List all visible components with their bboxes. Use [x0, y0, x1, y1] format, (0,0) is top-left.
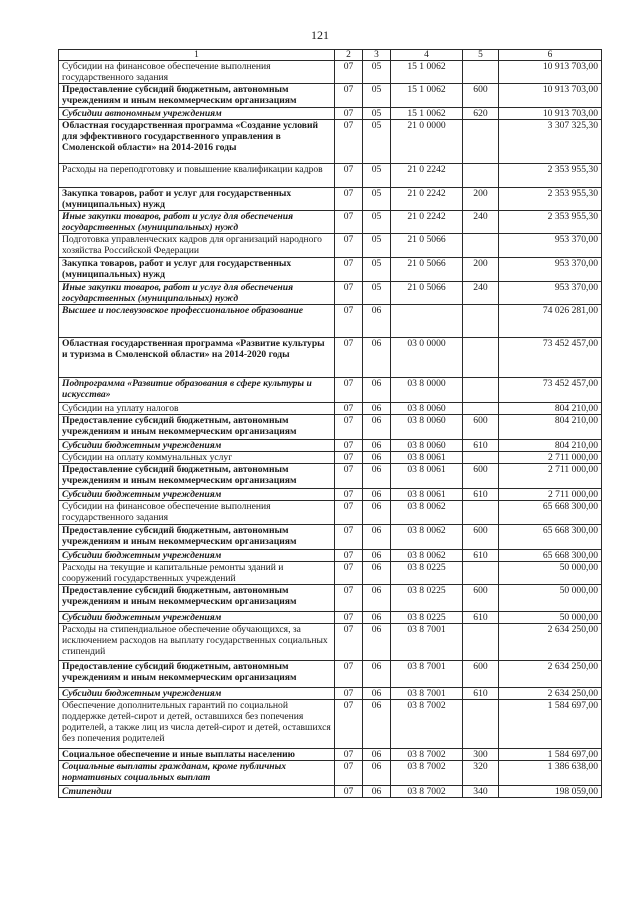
- cell-target-code: 15 1 0062: [391, 108, 463, 120]
- cell-name: Предоставление субсидий бюджетным, автономным учреждениям и иным некоммерческим организациям: [59, 585, 335, 612]
- cell-expense-type: 600: [463, 415, 499, 440]
- cell-target-code: 03 8 7001: [391, 661, 463, 688]
- cell-amount: 1 386 638,00: [499, 761, 602, 786]
- table-body: [59, 50, 602, 798]
- cell-amount: 50 000,00: [499, 585, 602, 612]
- cell-expense-type: 200: [463, 258, 499, 282]
- cell-target-code: 03 0 0000: [391, 338, 463, 378]
- table-row: [59, 786, 602, 798]
- cell-expense-type: 320: [463, 761, 499, 786]
- cell-subsection: 05: [363, 164, 391, 188]
- cell-target-code: 03 8 0062: [391, 525, 463, 550]
- cell-amount: 2 634 250,00: [499, 661, 602, 688]
- cell-target-code: 21 0 5066: [391, 234, 463, 258]
- cell-expense-type: 610: [463, 612, 499, 624]
- cell-name: Расходы на стипендиальное обеспечение обучающихся, за исключением расходов на выплату государственных социальных стипендий: [59, 624, 335, 661]
- cell-section: 07: [335, 188, 363, 211]
- cell-name: Расходы на переподготовку и повышение квалификации кадров: [59, 164, 335, 188]
- table-row: [59, 415, 602, 440]
- cell-subsection: 06: [363, 749, 391, 761]
- cell-section: 07: [335, 525, 363, 550]
- table-row: [59, 282, 602, 305]
- cell-subsection: 06: [363, 700, 391, 749]
- cell-subsection: 05: [363, 61, 391, 84]
- cell-amount: 65 668 300,00: [499, 501, 602, 525]
- cell-subsection: 06: [363, 661, 391, 688]
- table-row: [59, 452, 602, 464]
- cell-expense-type: 600: [463, 661, 499, 688]
- table-row: [59, 749, 602, 761]
- cell-subsection: 05: [363, 84, 391, 108]
- table-row: [59, 688, 602, 700]
- cell-section: 07: [335, 211, 363, 234]
- cell-expense-type: [463, 403, 499, 415]
- cell-expense-type: 610: [463, 440, 499, 452]
- cell-amount: 10 913 703,00: [499, 84, 602, 108]
- cell-amount: 2 634 250,00: [499, 624, 602, 661]
- table-row: [59, 164, 602, 188]
- cell-target-code: 21 0 0000: [391, 120, 463, 164]
- cell-expense-type: 610: [463, 489, 499, 501]
- table-row: [59, 550, 602, 562]
- cell-subsection: 05: [363, 258, 391, 282]
- table-row: [59, 120, 602, 164]
- page-number: 121: [311, 28, 329, 42]
- cell-target-code: 21 0 2242: [391, 188, 463, 211]
- cell-name: Закупка товаров, работ и услуг для государственных (муниципальных) нужд: [59, 258, 335, 282]
- cell-section: 07: [335, 120, 363, 164]
- cell-amount: 74 026 281,00: [499, 305, 602, 338]
- cell-subsection: 06: [363, 378, 391, 403]
- table-row: [59, 562, 602, 585]
- cell-target-code: 03 8 0061: [391, 489, 463, 501]
- cell-subsection: 06: [363, 415, 391, 440]
- cell-amount: 73 452 457,00: [499, 378, 602, 403]
- table-row: [59, 700, 602, 749]
- cell-subsection: 06: [363, 585, 391, 612]
- cell-target-code: 03 8 7001: [391, 624, 463, 661]
- cell-amount: 2 353 955,30: [499, 164, 602, 188]
- cell-amount: 2 353 955,30: [499, 188, 602, 211]
- header-row: [59, 50, 602, 61]
- cell-expense-type: 600: [463, 464, 499, 489]
- cell-target-code: 15 1 0062: [391, 84, 463, 108]
- cell-name: Предоставление субсидий бюджетным, автономным учреждениям и иным некоммерческим организациям: [59, 415, 335, 440]
- cell-section: 07: [335, 624, 363, 661]
- cell-section: 07: [335, 305, 363, 338]
- cell-subsection: 06: [363, 761, 391, 786]
- header-col-2: 2: [335, 50, 363, 61]
- cell-expense-type: [463, 378, 499, 403]
- cell-section: 07: [335, 84, 363, 108]
- cell-name: Областная государственная программа «Развитие культуры и туризма в Смоленской области» на 2014-2020 годы: [59, 338, 335, 378]
- cell-subsection: 06: [363, 525, 391, 550]
- budget-table: [58, 49, 602, 798]
- cell-target-code: 15 1 0062: [391, 61, 463, 84]
- cell-section: 07: [335, 501, 363, 525]
- cell-section: 07: [335, 489, 363, 501]
- cell-amount: 2 711 000,00: [499, 452, 602, 464]
- cell-target-code: 03 8 0000: [391, 378, 463, 403]
- cell-amount: 65 668 300,00: [499, 550, 602, 562]
- table-row: [59, 234, 602, 258]
- cell-name: Субсидии на уплату налогов: [59, 403, 335, 415]
- cell-amount: 198 059,00: [499, 786, 602, 798]
- cell-target-code: 03 8 0062: [391, 501, 463, 525]
- cell-name: Субсидии бюджетным учреждениям: [59, 688, 335, 700]
- cell-amount: 10 913 703,00: [499, 108, 602, 120]
- cell-target-code: 03 8 7002: [391, 761, 463, 786]
- cell-target-code: 03 8 7002: [391, 749, 463, 761]
- cell-name: Субсидии бюджетным учреждениям: [59, 440, 335, 452]
- cell-target-code: 03 8 0225: [391, 562, 463, 585]
- table-row: [59, 305, 602, 338]
- cell-target-code: 03 8 0060: [391, 403, 463, 415]
- cell-target-code: 21 0 2242: [391, 211, 463, 234]
- cell-section: 07: [335, 688, 363, 700]
- cell-expense-type: [463, 164, 499, 188]
- cell-expense-type: [463, 452, 499, 464]
- cell-amount: 50 000,00: [499, 612, 602, 624]
- cell-section: 07: [335, 440, 363, 452]
- cell-amount: 1 584 697,00: [499, 700, 602, 749]
- cell-expense-type: 600: [463, 585, 499, 612]
- cell-amount: 2 353 955,30: [499, 211, 602, 234]
- table-row: [59, 612, 602, 624]
- cell-target-code: 03 8 7001: [391, 688, 463, 700]
- cell-subsection: 06: [363, 403, 391, 415]
- cell-name: Подпрограмма «Развитие образования в сфере культуры и искусства»: [59, 378, 335, 403]
- cell-target-code: 03 8 0225: [391, 612, 463, 624]
- cell-expense-type: 600: [463, 525, 499, 550]
- cell-name: Иные закупки товаров, работ и услуг для обеспечения государственных (муниципальных) нужд: [59, 211, 335, 234]
- cell-target-code: 03 8 7002: [391, 786, 463, 798]
- cell-amount: 953 370,00: [499, 234, 602, 258]
- cell-expense-type: 200: [463, 188, 499, 211]
- cell-name: Субсидии на финансовое обеспечение выполнения государственного задания: [59, 61, 335, 84]
- cell-subsection: 06: [363, 440, 391, 452]
- cell-section: 07: [335, 550, 363, 562]
- cell-amount: 953 370,00: [499, 258, 602, 282]
- cell-expense-type: [463, 624, 499, 661]
- cell-section: 07: [335, 234, 363, 258]
- table-row: [59, 489, 602, 501]
- cell-subsection: 06: [363, 562, 391, 585]
- cell-amount: 3 307 325,30: [499, 120, 602, 164]
- cell-subsection: 06: [363, 550, 391, 562]
- table-row: [59, 761, 602, 786]
- table-row: [59, 188, 602, 211]
- cell-target-code: 03 8 0060: [391, 440, 463, 452]
- cell-name: Обеспечение дополнительных гарантий по социальной поддержке детей-сирот и детей, оставшихся без попечения родителей, а также лиц из числа детей-сирот и детей, оставшихся без попечения родителей: [59, 700, 335, 749]
- cell-subsection: 05: [363, 211, 391, 234]
- cell-name: Закупка товаров, работ и услуг для государственных (муниципальных) нужд: [59, 188, 335, 211]
- table-row: [59, 338, 602, 378]
- table-row: [59, 501, 602, 525]
- cell-amount: 2 634 250,00: [499, 688, 602, 700]
- table-row: [59, 403, 602, 415]
- cell-target-code: 03 8 0062: [391, 550, 463, 562]
- header-col-1: 1: [59, 50, 335, 61]
- cell-expense-type: [463, 700, 499, 749]
- cell-target-code: [391, 305, 463, 338]
- cell-subsection: 05: [363, 234, 391, 258]
- cell-name: Предоставление субсидий бюджетным, автономным учреждениям и иным некоммерческим организациям: [59, 661, 335, 688]
- cell-expense-type: [463, 234, 499, 258]
- cell-expense-type: [463, 338, 499, 378]
- cell-name: Расходы на текущие и капитальные ремонты зданий и сооружений государственных учреждений: [59, 562, 335, 585]
- header-col-4: 4: [391, 50, 463, 61]
- cell-expense-type: 610: [463, 688, 499, 700]
- table-row: [59, 61, 602, 84]
- cell-subsection: 05: [363, 188, 391, 211]
- cell-name: Стипендии: [59, 786, 335, 798]
- cell-expense-type: 240: [463, 211, 499, 234]
- cell-expense-type: 620: [463, 108, 499, 120]
- cell-section: 07: [335, 562, 363, 585]
- header-col-3: 3: [363, 50, 391, 61]
- cell-name: Субсидии бюджетным учреждениям: [59, 612, 335, 624]
- cell-amount: 2 711 000,00: [499, 464, 602, 489]
- cell-name: Субсидии бюджетным учреждениям: [59, 550, 335, 562]
- cell-section: 07: [335, 282, 363, 305]
- cell-name: Предоставление субсидий бюджетным, автономным учреждениям и иным некоммерческим организациям: [59, 84, 335, 108]
- table-row: [59, 624, 602, 661]
- cell-section: 07: [335, 108, 363, 120]
- cell-target-code: 03 8 0225: [391, 585, 463, 612]
- cell-amount: 804 210,00: [499, 440, 602, 452]
- cell-subsection: 06: [363, 624, 391, 661]
- table-row: [59, 378, 602, 403]
- cell-amount: 2 711 000,00: [499, 489, 602, 501]
- cell-name: Субсидии бюджетным учреждениям: [59, 489, 335, 501]
- cell-name: Областная государственная программа «Создание условий для эффективного государственного управления в Смоленской области» на 2014-2016 годы: [59, 120, 335, 164]
- cell-expense-type: [463, 61, 499, 84]
- cell-subsection: 06: [363, 489, 391, 501]
- cell-section: 07: [335, 700, 363, 749]
- cell-name: Предоставление субсидий бюджетным, автономным учреждениям и иным некоммерческим организациям: [59, 525, 335, 550]
- cell-target-code: 03 8 0060: [391, 415, 463, 440]
- cell-subsection: 06: [363, 501, 391, 525]
- cell-target-code: 03 8 0061: [391, 452, 463, 464]
- cell-section: 07: [335, 415, 363, 440]
- cell-expense-type: 240: [463, 282, 499, 305]
- table-row: [59, 440, 602, 452]
- cell-name: Предоставление субсидий бюджетным, автономным учреждениям и иным некоммерческим организациям: [59, 464, 335, 489]
- cell-amount: 65 668 300,00: [499, 525, 602, 550]
- cell-amount: 10 913 703,00: [499, 61, 602, 84]
- cell-name: Социальные выплаты гражданам, кроме публичных нормативных социальных выплат: [59, 761, 335, 786]
- table-row: [59, 108, 602, 120]
- header-col-5: 5: [463, 50, 499, 61]
- cell-expense-type: 340: [463, 786, 499, 798]
- cell-amount: 1 584 697,00: [499, 749, 602, 761]
- cell-subsection: 06: [363, 612, 391, 624]
- cell-expense-type: [463, 501, 499, 525]
- cell-expense-type: [463, 305, 499, 338]
- cell-section: 07: [335, 403, 363, 415]
- cell-amount: 50 000,00: [499, 562, 602, 585]
- cell-section: 07: [335, 761, 363, 786]
- cell-subsection: 06: [363, 305, 391, 338]
- table-row: [59, 525, 602, 550]
- cell-expense-type: 600: [463, 84, 499, 108]
- cell-section: 07: [335, 612, 363, 624]
- cell-target-code: 21 0 5066: [391, 258, 463, 282]
- cell-section: 07: [335, 661, 363, 688]
- cell-section: 07: [335, 749, 363, 761]
- table-row: [59, 211, 602, 234]
- cell-section: 07: [335, 464, 363, 489]
- cell-section: 07: [335, 61, 363, 84]
- cell-target-code: 03 8 7002: [391, 700, 463, 749]
- header-col-6: 6: [499, 50, 602, 61]
- cell-subsection: 05: [363, 282, 391, 305]
- cell-subsection: 06: [363, 688, 391, 700]
- cell-amount: 804 210,00: [499, 415, 602, 440]
- cell-amount: 804 210,00: [499, 403, 602, 415]
- cell-name: Иные закупки товаров, работ и услуг для обеспечения государственных (муниципальных) нужд: [59, 282, 335, 305]
- cell-subsection: 06: [363, 452, 391, 464]
- table-row: [59, 258, 602, 282]
- cell-name: Подготовка управленческих кадров для организаций народного хозяйства Российской Федерации: [59, 234, 335, 258]
- cell-section: 07: [335, 378, 363, 403]
- cell-section: 07: [335, 786, 363, 798]
- cell-section: 07: [335, 585, 363, 612]
- cell-section: 07: [335, 338, 363, 378]
- cell-subsection: 05: [363, 108, 391, 120]
- cell-name: Субсидии на оплату коммунальных услуг: [59, 452, 335, 464]
- cell-subsection: 06: [363, 786, 391, 798]
- cell-subsection: 05: [363, 120, 391, 164]
- cell-expense-type: 610: [463, 550, 499, 562]
- cell-name: Высшее и послевузовское профессиональное образование: [59, 305, 335, 338]
- cell-expense-type: 300: [463, 749, 499, 761]
- cell-target-code: 03 8 0061: [391, 464, 463, 489]
- table-row: [59, 661, 602, 688]
- cell-subsection: 06: [363, 464, 391, 489]
- cell-expense-type: [463, 120, 499, 164]
- cell-subsection: 06: [363, 338, 391, 378]
- table-row: [59, 585, 602, 612]
- cell-target-code: 21 0 2242: [391, 164, 463, 188]
- cell-target-code: 21 0 5066: [391, 282, 463, 305]
- cell-section: 07: [335, 164, 363, 188]
- cell-name: Субсидии автономным учреждениям: [59, 108, 335, 120]
- cell-name: Субсидии на финансовое обеспечение выполнения государственного задания: [59, 501, 335, 525]
- cell-expense-type: [463, 562, 499, 585]
- cell-section: 07: [335, 258, 363, 282]
- table-row: [59, 84, 602, 108]
- cell-name: Социальное обеспечение и иные выплаты населению: [59, 749, 335, 761]
- cell-amount: 953 370,00: [499, 282, 602, 305]
- table-row: [59, 464, 602, 489]
- cell-amount: 73 452 457,00: [499, 338, 602, 378]
- cell-section: 07: [335, 452, 363, 464]
